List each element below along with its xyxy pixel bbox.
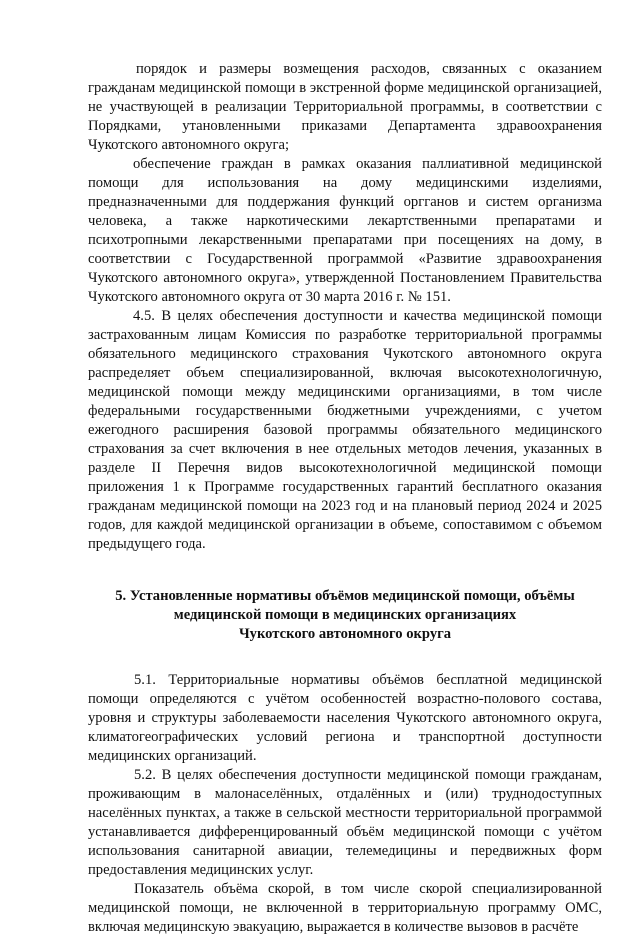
paragraph-palliative-care: обеспечение граждан в рамках оказания паллиативной медицинской помощи для использования на дому медицинскими изделиями, предназначенными для поддержания функций оргганов и систем организма человека, а также наркотическими лекартственными препаратами и психотропными лекарственными препаратами при посещениях на дому, в соответствии с Государственной программой «Развитие здравоохранения Чукотского автономного округа», утвержденной Постановлением Правительства Чукотского автономного округа от 30 марта 2016 г. № 151. [88,156,602,305]
paragraph-4-5: 4.5. В целях обеспечения доступности и качества медицинской помощи застрахованным лицам Комиссия по разработке территориальной программы обязательного медицинского страхования Чукотского автономного округа распределяет объем специализированной, включая высокотехнологичную, медицинской помощи между медицинскими организациями, в том числе федеральными государственными бюджетными учреждениями, с учетом ежегодного расширения базовой программы обязательного медицинского страхования за счет включения в нее отдельных методов лечения, указанных в разделе II Перечня видов высокотехнологичной медицинской помощи приложения 1 к Программе государственных гарантий бесплатного оказания гражданам медицинской помощи на 2023 год и на плановый период 2024 и 2025 годов, для каждой медицинской организации в объеме, сопоставимом с объемом предыдущего года. [88,308,602,552]
paragraph-5-1: 5.1. Территориальные нормативы объёмов бесплатной медицинской помощи определяются с учётом особенностей возрастно-полового состава, уровня и структуры заболеваемости населения Чукотского автономного округа, климатогеографических условий региона и транспортной доступности медицинских организаций. [88,672,602,764]
paragraph-5-2: 5.2. В целях обеспечения доступности медицинской помощи гражданам, проживающим в малонаселённых, отдалённых и (или) труднодоступных населённых пунктах, а также в сельской местности территориальной программой устанавливается дифференцированный объём медицинской помощи с учётом использования санитарной авиации, телемедицины и передвижных форм предоставления медицинских услуг. [88,767,602,878]
paragraph-compensation-procedure: порядок и размеры возмещения расходов, связанных с оказанием гражданам медицинской помощи в экстренной форме медицинской организацией, не участвующей в реализации Территориальной программы, в соответствии с Порядками, утановленными приказами Департамента здравоохранения Чукотского автономного округа; [88,61,602,153]
paragraph-emergency-volume: Показатель объёма скорой, в том числе скорой специализированной медицинской помощи, не включенной в территориальную программу ОМС, включая медицинскую эвакуацию, выражается в количестве вызовов в расчёте [88,881,602,935]
document-page [88,60,602,937]
section-5-title [88,587,602,644]
section-title-line-3: Чукотского автономного округа [238,626,452,642]
section-title-line-1: 5. Установленные нормативы объёмов медицинской помощи, объёмы [115,588,575,604]
section-title-line-2: медицинской помощи в медицинских организациях [173,607,517,623]
section-gap [88,644,602,671]
